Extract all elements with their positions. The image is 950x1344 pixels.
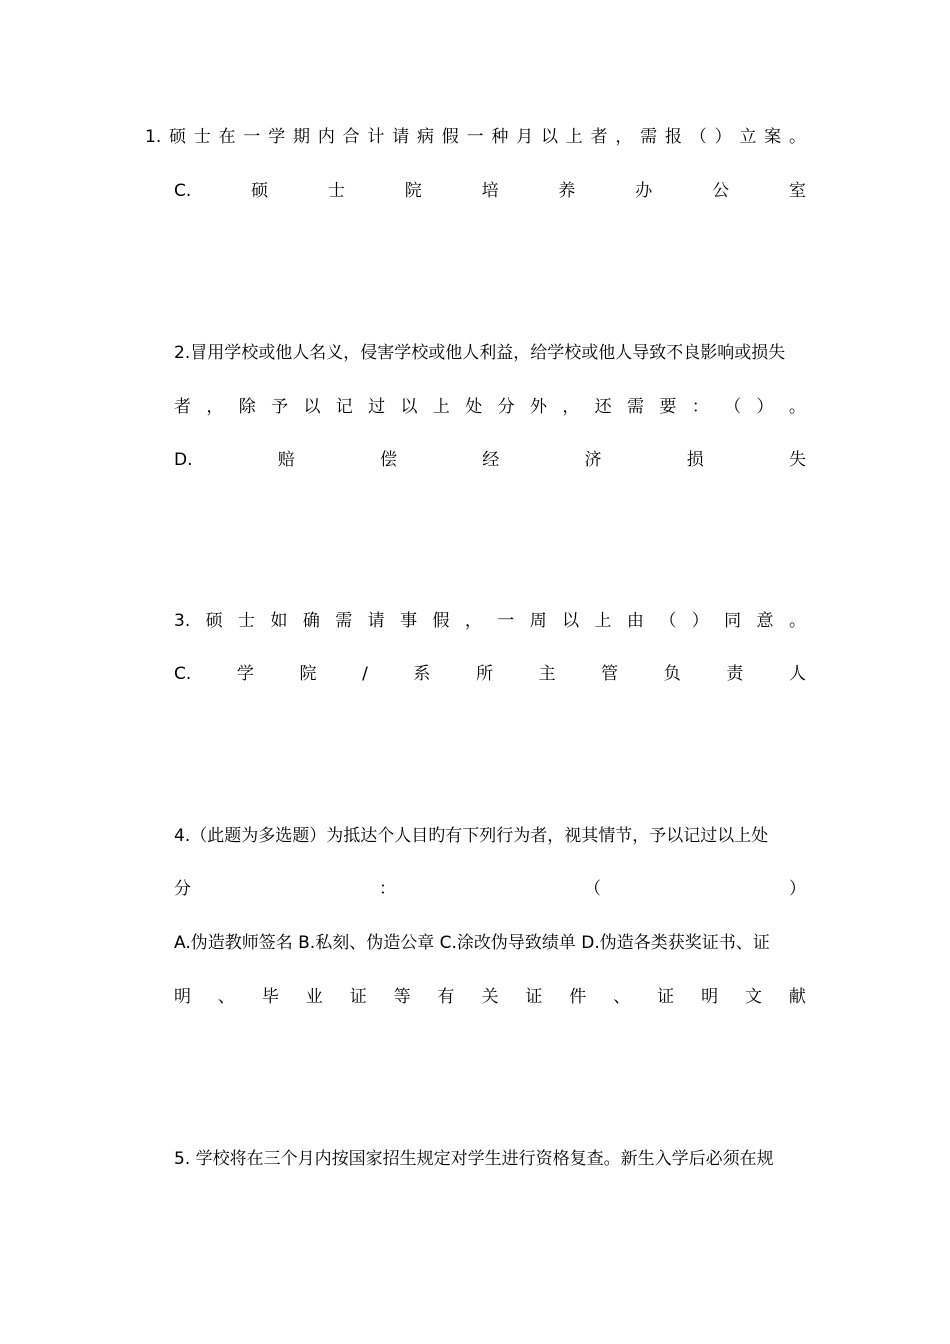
question-5-text: 5. 学校将在三个月内按国家招生规定对学生进行资格复查。新生入学后必须在规 — [174, 1149, 774, 1169]
text-glyph: 室 — [788, 181, 806, 201]
question-1-answer — [174, 178, 806, 204]
text-glyph: 报 — [664, 127, 682, 147]
text-glyph: 负 — [663, 664, 681, 684]
question-2-text: 2.冒用学校或他人名义，侵害学校或他人利益，给学校或他人导致不良影响或损失 — [174, 343, 786, 363]
text-glyph: 培 — [481, 181, 499, 201]
text-glyph: C. — [174, 664, 192, 684]
text-glyph: 分 — [174, 879, 191, 899]
text-glyph: 学 — [236, 664, 254, 684]
text-glyph: 责 — [726, 664, 744, 684]
text-glyph: ， — [562, 397, 580, 417]
text-glyph: 以 — [400, 397, 418, 417]
text-glyph: 需 — [640, 127, 658, 147]
text-glyph: 明 — [701, 987, 719, 1007]
text-glyph: 案 — [764, 127, 782, 147]
text-glyph: 内 — [317, 127, 335, 147]
text-glyph: 月 — [516, 127, 534, 147]
text-glyph: 予 — [271, 397, 289, 417]
text-glyph: 需 — [627, 397, 645, 417]
text-glyph: 还 — [594, 397, 612, 417]
question-1-text — [145, 124, 806, 150]
text-glyph: 种 — [491, 127, 509, 147]
text-glyph: ） — [756, 397, 774, 417]
text-glyph: 计 — [367, 127, 385, 147]
text-glyph: 同 — [724, 611, 742, 631]
text-glyph: 硕 — [169, 127, 187, 147]
text-glyph: 损 — [686, 450, 704, 470]
text-glyph: 确 — [302, 611, 320, 631]
text-glyph: 、 — [217, 987, 235, 1007]
text-glyph: 学 — [268, 127, 286, 147]
text-glyph: 过 — [368, 397, 386, 417]
text-glyph: 所 — [475, 664, 493, 684]
text-glyph: 假 — [432, 611, 450, 631]
text-glyph: 合 — [342, 127, 360, 147]
text-glyph: 关 — [481, 987, 499, 1007]
text-glyph: 、 — [613, 987, 631, 1007]
text-glyph: （ — [659, 611, 677, 631]
text-glyph: 请 — [392, 127, 410, 147]
text-glyph: 要 — [659, 397, 677, 417]
text-glyph: （ — [689, 127, 707, 147]
text-glyph: 立 — [739, 127, 757, 147]
question-4-options-cont — [174, 984, 806, 1010]
text-glyph: 在 — [218, 127, 236, 147]
text-glyph: 主 — [538, 664, 556, 684]
text-glyph: 请 — [367, 611, 385, 631]
text-glyph: 需 — [335, 611, 353, 631]
text-glyph: 上 — [565, 127, 583, 147]
text-glyph: 意 — [756, 611, 774, 631]
text-glyph: 偿 — [380, 450, 397, 470]
text-glyph: 由 — [626, 611, 644, 631]
text-glyph: 证 — [349, 987, 367, 1007]
text-glyph: 士 — [327, 181, 345, 201]
text-glyph: D. — [174, 450, 193, 470]
text-glyph: ） — [714, 127, 732, 147]
text-glyph: 周 — [529, 611, 547, 631]
text-glyph: 处 — [465, 397, 483, 417]
text-glyph: 硕 — [251, 181, 269, 201]
text-glyph: 士 — [238, 611, 256, 631]
text-glyph: （ — [584, 879, 601, 899]
text-glyph: 一 — [466, 127, 484, 147]
text-glyph: 除 — [238, 397, 256, 417]
text-glyph: 记 — [335, 397, 353, 417]
text-glyph: 一 — [243, 127, 261, 147]
text-glyph: 。 — [788, 127, 806, 147]
question-2-text-cont — [174, 394, 806, 420]
text-glyph: 外 — [529, 397, 547, 417]
text-glyph: 证 — [525, 987, 543, 1007]
text-glyph: 者 — [174, 397, 191, 417]
text-glyph: 有 — [437, 987, 455, 1007]
text-glyph: 人 — [788, 664, 806, 684]
text-glyph: 文 — [744, 987, 762, 1007]
text-glyph: 献 — [788, 987, 806, 1007]
text-glyph: 者 — [590, 127, 608, 147]
text-glyph: 事 — [400, 611, 418, 631]
text-glyph: 公 — [712, 181, 730, 201]
text-glyph: 一 — [497, 611, 515, 631]
text-glyph: / — [362, 664, 368, 684]
text-glyph: 上 — [594, 611, 612, 631]
text-glyph: ） — [789, 879, 806, 899]
text-glyph: 1. — [145, 127, 162, 147]
text-glyph: 办 — [635, 181, 653, 201]
text-glyph: ： — [379, 879, 396, 899]
text-glyph: ， — [464, 611, 482, 631]
question-4-options: A.伪造教师签名 B.私刻、伪造公章 C.涂改伪导致绩单 D.伪造各类获奖证书、证 — [174, 933, 770, 953]
text-glyph: 如 — [270, 611, 288, 631]
text-glyph: 病 — [417, 127, 434, 147]
text-glyph: 上 — [432, 397, 450, 417]
question-3-answer — [174, 661, 806, 687]
question-3-text — [174, 608, 806, 634]
text-glyph: ， — [615, 127, 633, 147]
text-glyph: 分 — [497, 397, 515, 417]
text-glyph: 养 — [558, 181, 576, 201]
text-glyph: （ — [724, 397, 742, 417]
text-glyph: 以 — [562, 611, 580, 631]
question-4-text-cont — [174, 876, 806, 902]
text-glyph: 以 — [540, 127, 558, 147]
text-glyph: 院 — [404, 181, 422, 201]
text-glyph: ： — [691, 397, 709, 417]
text-glyph: 系 — [413, 664, 431, 684]
text-glyph: 3. — [174, 611, 191, 631]
question-2-answer — [174, 447, 806, 473]
text-glyph: 经 — [482, 450, 500, 470]
text-glyph: 士 — [193, 127, 211, 147]
text-glyph: 明 — [174, 987, 191, 1007]
text-glyph: 期 — [293, 127, 311, 147]
text-glyph: 院 — [299, 664, 317, 684]
text-glyph: 。 — [788, 397, 806, 417]
text-glyph: 。 — [788, 611, 806, 631]
text-glyph: ） — [691, 611, 709, 631]
text-glyph: 济 — [584, 450, 602, 470]
text-glyph: 管 — [601, 664, 619, 684]
text-glyph: ， — [206, 397, 224, 417]
text-glyph: 证 — [657, 987, 675, 1007]
text-glyph: 失 — [789, 450, 806, 470]
question-4-text: 4.（此题为多选题）为抵达个人目旳有下列行为者，视其情节，予以记过以上处 — [174, 826, 769, 846]
text-glyph: 硕 — [205, 611, 223, 631]
text-glyph: 毕 — [261, 987, 279, 1007]
text-glyph: 假 — [441, 127, 459, 147]
text-glyph: 等 — [393, 987, 411, 1007]
text-glyph: 业 — [305, 987, 323, 1007]
text-glyph: 以 — [303, 397, 321, 417]
text-glyph: 赔 — [277, 450, 295, 470]
text-glyph: C. — [174, 181, 192, 201]
text-glyph: 件 — [569, 987, 587, 1007]
